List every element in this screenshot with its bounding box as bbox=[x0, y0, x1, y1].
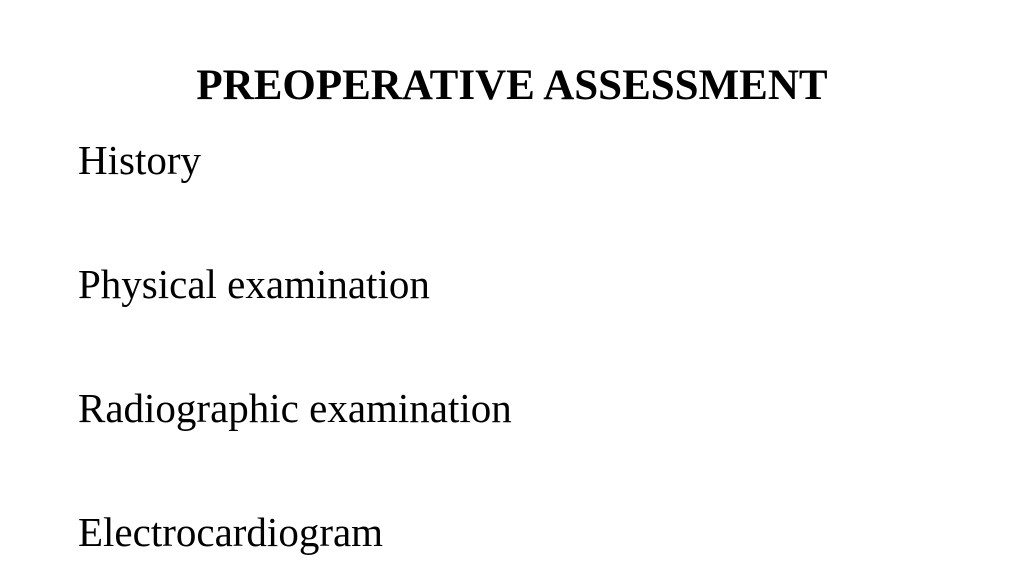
list-item-electrocardiogram: Electrocardiogram bbox=[78, 509, 384, 555]
slide-title: PREOPERATIVE ASSESSMENT bbox=[196, 62, 828, 109]
assessment-list bbox=[78, 136, 512, 556]
list-item-physical-examination: Physical examination bbox=[78, 261, 430, 307]
list-item-history: History bbox=[78, 137, 201, 183]
list-item-radiographic-examination: Radiographic examination bbox=[78, 385, 512, 431]
